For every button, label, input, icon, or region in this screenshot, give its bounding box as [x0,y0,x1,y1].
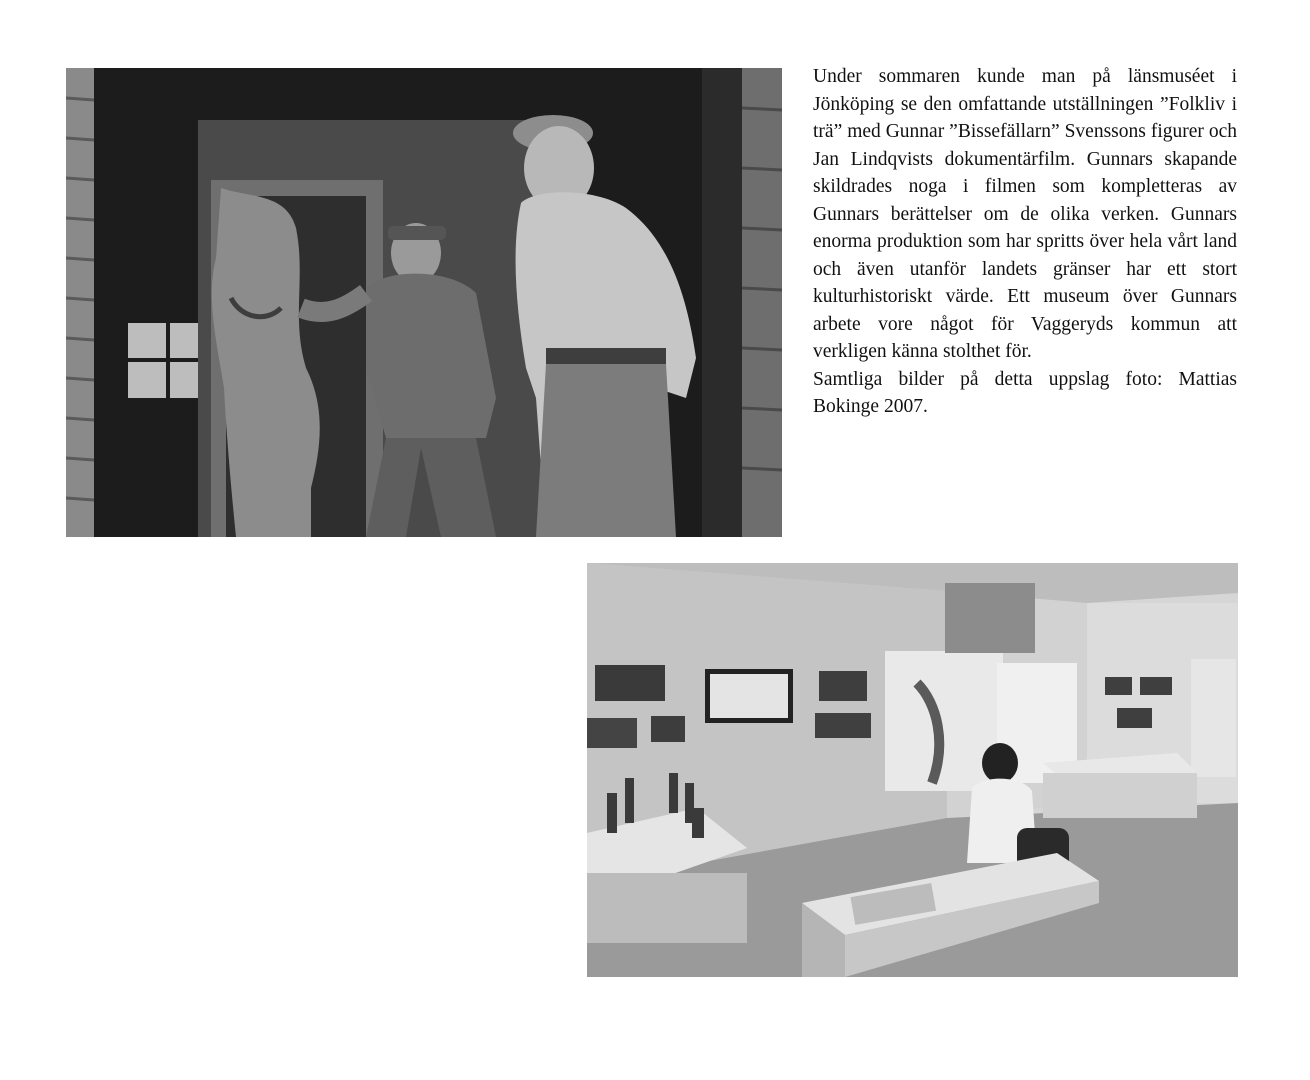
photo-credit: Samtliga bilder på detta uppslag foto: Mattias Bokinge 2007. [813,368,1237,417]
photo-exhibition-room [587,563,1238,977]
caption-paragraph: Under sommaren kunde man på länsmuséet i Jönköping se den omfattande utställningen ”Folkliv i trä” med Gunnar ”Bissefällarn” Svenssons figurer och Jan Lindqvists dokumentärfilm. Gunnars skapande skildrades noga i filmen som kompletteras av Gunnars berättelser om de olika verken. Gunnars enorma produktion som har spritts över hela vårt land och även utanför landets gränser har ett stort kulturhistoriskt värde. Ett museum över Gunnars arbete vore något för Vaggeryds kommun att verkligen känna stolthet för. [813,66,1237,362]
photo-woodcarver-with-relief [66,68,782,537]
article-caption [813,63,1237,421]
